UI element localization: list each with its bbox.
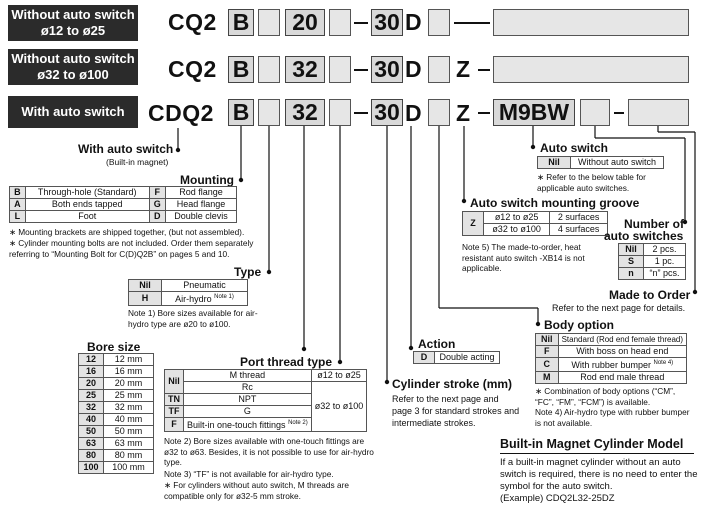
- with-auto-switch-sub: (Built-in magnet): [106, 157, 169, 167]
- groove-title: Auto switch mounting groove: [470, 196, 640, 210]
- action-table: [413, 351, 500, 364]
- table-row: n “n” pcs.: [619, 268, 686, 280]
- table-row: D Double acting: [414, 352, 500, 364]
- table-row: 63 63 mm: [79, 438, 154, 450]
- row1-mount: B: [228, 9, 254, 36]
- table-row: A Both ends tapped G Head flange: [10, 199, 237, 211]
- row2-bore: 32: [285, 56, 325, 83]
- mounting-note-1: ∗ Mounting brackets are shipped together, (but not assembled).: [9, 227, 245, 237]
- body-option-table: [535, 333, 687, 384]
- row1-bore: 20: [285, 9, 325, 36]
- row3-mount: B: [228, 99, 254, 126]
- auto-switch-title: Auto switch: [540, 141, 608, 155]
- type-table: [128, 279, 248, 306]
- row2-stroke: 30: [371, 56, 403, 83]
- row2-mount: B: [228, 56, 254, 83]
- table-row: 16 16 mm: [79, 366, 154, 378]
- table-row: Nil Pneumatic: [129, 280, 248, 292]
- row1-prefix: CQ2: [168, 9, 217, 35]
- bore-table: [78, 353, 154, 474]
- auto-switch-note: ∗ Refer to the below table for applicable auto switches.: [537, 172, 646, 193]
- table-row: Rc ø32 to ø100: [165, 382, 367, 394]
- num-switches-table: [618, 243, 686, 280]
- port-note-3: Note 3) “TF” is not available for air-hydro type.: [164, 469, 334, 479]
- body-option-note-2: Note 4) Air-hydro type with rubber bumper is not available.: [535, 407, 690, 428]
- port-note-2: Note 2) Bore sizes available with one-touch fittings are ø32 to ø63. Besides, it is not possible to use for air-hydro type.: [164, 436, 374, 467]
- table-row: B Through-hole (Standard) F Rod flange: [10, 187, 237, 199]
- row3-action: D: [405, 100, 423, 126]
- table-row: M Rod end male thread: [536, 372, 687, 384]
- bore-title: Bore size: [87, 340, 141, 354]
- mounting-note-2: ∗ Cylinder mounting bolts are not included. Order them separately referring to “Mounting Bolt for C(D)Q2B” on pages 5 and 10.: [9, 238, 254, 259]
- table-row: 100 100 mm: [79, 462, 154, 474]
- row1-tag-line1: Without auto switch: [11, 7, 135, 22]
- table-row: TF G: [165, 406, 367, 418]
- row1-stroke: 30: [371, 9, 403, 36]
- mto-title: Made to Order: [609, 288, 691, 302]
- action-title: Action: [418, 337, 456, 351]
- body-option-title: Body option: [544, 318, 614, 332]
- body-option-note-1: ∗ Combination of body options (“CM”, “FC”, “FM”, “FCM”) is available.: [535, 386, 676, 407]
- table-row: C With rubber bumper $^{Note 4)}$: [536, 358, 687, 372]
- table-row: F Built-in one-touch fittings $^{Note 2)}$: [165, 418, 367, 432]
- mounting-table: [9, 186, 237, 223]
- table-row: 40 40 mm: [79, 414, 154, 426]
- row2-groove: Z: [456, 56, 471, 82]
- magnet-text: If a built-in magnet cylinder without an auto switch is required, there is no need to enter the symbol for the auto switch.: [500, 457, 698, 492]
- table-row: Nil 2 pcs.: [619, 244, 686, 256]
- table-row: Nil Standard (Rod end female thread): [536, 334, 687, 346]
- table-row: S 1 pc.: [619, 256, 686, 268]
- mto-text: Refer to the next page for details.: [552, 303, 686, 313]
- row2-action: D: [405, 56, 423, 82]
- table-row: Z ø12 to ø25 2 surfaces: [463, 212, 608, 224]
- row3-bore: 32: [285, 99, 325, 126]
- row3-tag-line1: With auto switch: [21, 104, 125, 119]
- row2-tag-line1: Without auto switch: [11, 51, 135, 66]
- row1-tag-line2: ø12 to ø25: [40, 23, 106, 38]
- stroke-title: Cylinder stroke (mm): [392, 377, 513, 391]
- table-row: 80 80 mm: [79, 450, 154, 462]
- num-switches-title-2: auto switches: [604, 229, 684, 243]
- table-row: L Foot D Double clevis: [10, 211, 237, 223]
- table-row: 32 32 mm: [79, 402, 154, 414]
- num-switches-title-1: Number of: [624, 217, 684, 231]
- port-title: Port thread type: [240, 355, 333, 369]
- port-table: [164, 369, 367, 432]
- table-row: 20 20 mm: [79, 378, 154, 390]
- groove-note: Note 5) The made-to-order, heat resistant auto switch -XB14 is not applicable.: [462, 242, 585, 273]
- table-row: 50 50 mm: [79, 426, 154, 438]
- row2-tag-line2: ø32 to ø100: [37, 67, 109, 82]
- auto-switch-table: [537, 156, 664, 169]
- table-row: Nil Without auto switch: [538, 157, 664, 169]
- row3-switch: M9BW: [493, 99, 575, 126]
- row1-action: D: [405, 9, 423, 35]
- table-row: 25 25 mm: [79, 390, 154, 402]
- row3-groove: Z: [456, 100, 471, 126]
- type-title: Type: [234, 265, 262, 279]
- table-row: TN NPT: [165, 394, 367, 406]
- row2-prefix: CQ2: [168, 56, 217, 82]
- mounting-title: Mounting: [180, 173, 234, 187]
- type-note: Note 1) Bore sizes available for air-hydro type are ø20 to ø100.: [128, 308, 258, 329]
- magnet-divider: [500, 453, 694, 454]
- row3-stroke: 30: [371, 99, 403, 126]
- row3-prefix: CDQ2: [148, 100, 214, 126]
- table-row: ø32 to ø100 4 surfaces: [463, 224, 608, 236]
- groove-table: [462, 211, 608, 236]
- table-row: H Air-hydro $^{Note 1)}$: [129, 292, 248, 306]
- with-auto-switch-title: With auto switch: [78, 142, 174, 156]
- stroke-text: Refer to the next page and page 3 for standard strokes and intermediate strokes.: [392, 394, 520, 428]
- magnet-example: (Example) CDQ2L32-25DZ: [500, 493, 615, 504]
- magnet-title: Built-in Magnet Cylinder Model: [500, 437, 684, 451]
- table-row: Nil M thread ø12 to ø25: [165, 370, 367, 382]
- table-row: F With boss on head end: [536, 346, 687, 358]
- table-row: 12 12 mm: [79, 354, 154, 366]
- port-note-4: ∗ For cylinders without auto switch, M threads are compatible only for ø32-5 mm stroke.: [164, 480, 349, 501]
